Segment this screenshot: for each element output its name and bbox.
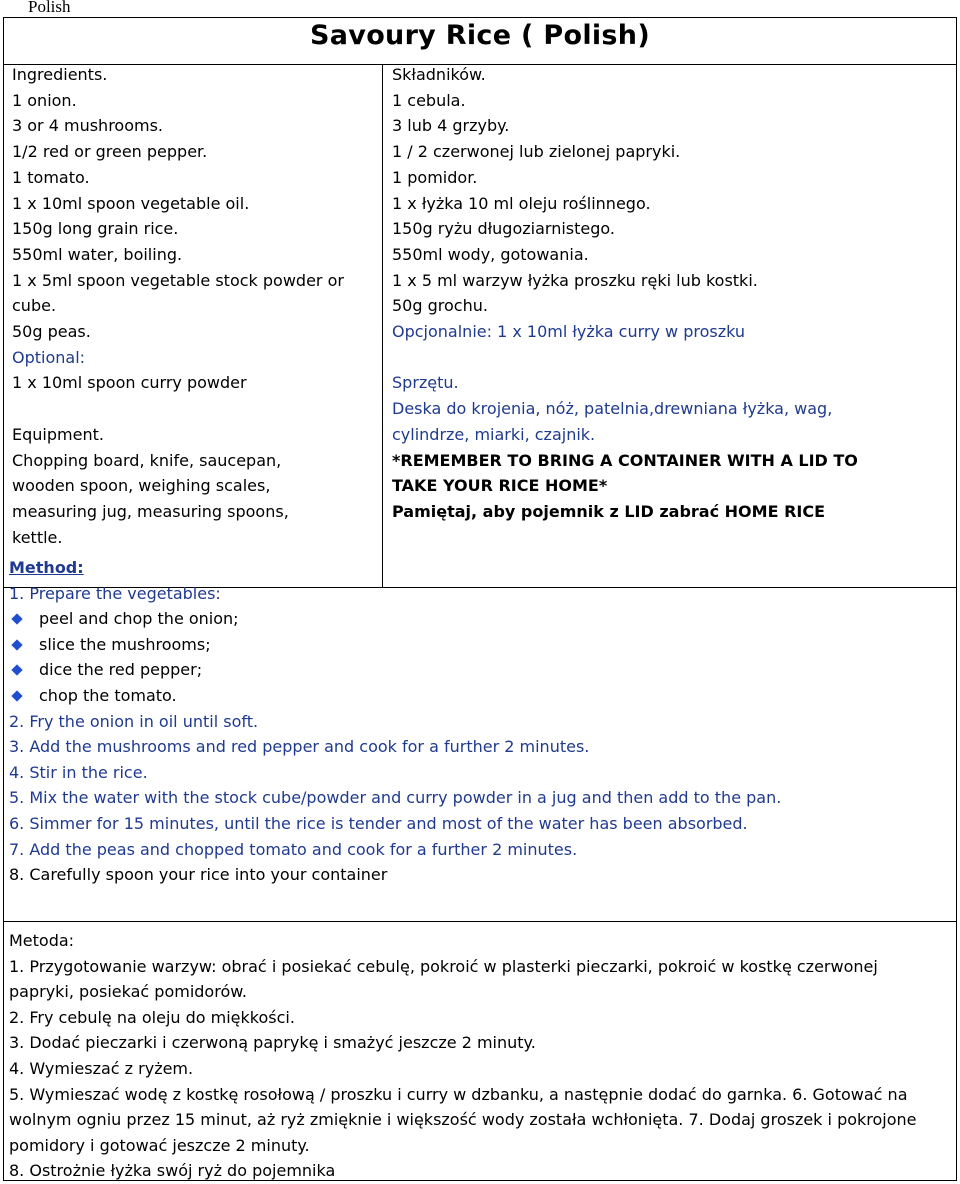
ingredient-item-pl: 1 cebula. bbox=[392, 90, 466, 110]
ingredients-pl bbox=[392, 62, 858, 525]
ingredient-item-pl: 150g ryżu długoziarnistego. bbox=[392, 219, 615, 239]
method-divider bbox=[4, 921, 956, 922]
reminder-line: *REMEMBER TO BRING A CONTAINER WITH A LID TO bbox=[392, 450, 858, 470]
method-step: 8. Carefully spoon your rice into your container bbox=[9, 865, 388, 885]
equipment-heading-pl: Sprzętu. bbox=[392, 373, 459, 393]
ingredient-item-pl: 1 / 2 czerwonej lub zielonej papryki. bbox=[392, 142, 681, 162]
ingredient-item-pl: 50g grochu. bbox=[392, 296, 488, 316]
optional-item: 1 x 10ml spoon curry powder bbox=[12, 373, 247, 393]
ingredient-item-pl: 1 x łyżka 10 ml oleju roślinnego. bbox=[392, 193, 651, 213]
reminder-polish: Pamiętaj, aby pojemnik z LID zabrać HOME RICE bbox=[392, 501, 826, 521]
bullet-text: peel and chop the onion; bbox=[39, 609, 239, 629]
optional-label: Optional: bbox=[12, 347, 86, 367]
ingredient-item-pl: 1 x 5 ml warzyw łyżka proszku ręki lub kostki. bbox=[392, 270, 758, 290]
method-bullet bbox=[9, 632, 781, 658]
ingredient-item: 1 x 10ml spoon vegetable oil. bbox=[12, 193, 250, 213]
ingredients-heading: Ingredients. bbox=[12, 65, 108, 84]
reminder-line: TAKE YOUR RICE HOME* bbox=[392, 476, 608, 496]
equipment-line: wooden spoon, weighing scales, bbox=[12, 476, 271, 496]
equipment-line-pl: cylindrze, miarki, czajnik. bbox=[392, 424, 596, 444]
ingredient-item-pl: 1 pomidor. bbox=[392, 167, 478, 187]
method-step: 7. Add the peas and chopped tomato and cook for a further 2 minutes. bbox=[9, 839, 578, 859]
method-step: 1. Prepare the vegetables: bbox=[9, 583, 221, 603]
method-step: 3. Add the mushrooms and red pepper and cook for a further 2 minutes. bbox=[9, 737, 590, 757]
metoda-step: 2. Fry cebulę na oleju do miękkości. bbox=[9, 1007, 295, 1027]
ingredient-item: 1 onion. bbox=[12, 90, 77, 110]
ingredient-item: 1/2 red or green pepper. bbox=[12, 142, 208, 162]
metoda-heading: Metoda: bbox=[9, 931, 75, 950]
equipment-line-pl: Deska do krojenia, nóż, patelnia,drewniana łyżka, wag, bbox=[392, 399, 833, 419]
ingredient-item: 1 tomato. bbox=[12, 167, 90, 187]
diamond-bullet-icon bbox=[11, 639, 22, 650]
method-bullet bbox=[9, 606, 781, 632]
diamond-bullet-icon bbox=[11, 690, 22, 701]
ingredient-item-pl: 550ml wody, gotowania. bbox=[392, 244, 589, 264]
ingredient-item: 50g peas. bbox=[12, 322, 91, 342]
header-tag: Polish bbox=[28, 0, 71, 16]
equipment-line: measuring jug, measuring spoons, bbox=[12, 501, 289, 521]
method-step: 4. Stir in the rice. bbox=[9, 762, 148, 782]
ingredient-item: 3 or 4 mushrooms. bbox=[12, 116, 163, 136]
ingredient-item: 550ml water, boiling. bbox=[12, 244, 183, 264]
ingredient-item: 150g long grain rice. bbox=[12, 219, 179, 239]
method-bullet bbox=[9, 657, 781, 683]
ingredients-heading-pl: Składników. bbox=[392, 65, 486, 84]
bullet-text: slice the mushrooms; bbox=[39, 634, 211, 654]
metoda-step: 8. Ostrożnie łyżka swój ryż do pojemnika bbox=[9, 1161, 336, 1181]
method-heading: Method: bbox=[9, 558, 84, 577]
column-divider bbox=[382, 64, 383, 587]
metoda-step: 1. Przygotowanie warzyw: obrać i posiekać cebulę, pokroić w plasterki pieczarki, pokroić w kostkę czerwonej papryki, posiekać pomidorów. bbox=[9, 956, 878, 1002]
diamond-bullet-icon bbox=[11, 613, 22, 624]
ingredient-item: 1 x 5ml spoon vegetable stock powder or bbox=[12, 270, 344, 290]
metoda-section bbox=[9, 928, 944, 1184]
metoda-step: 3. Dodać pieczarki i czerwoną paprykę i smażyć jeszcze 2 minuty. bbox=[9, 1033, 536, 1053]
metoda-step: 5. Wymieszać wodę z kostkę rosołową / proszku i curry w dzbanku, a następnie dodać do garnka. 6. Gotować na wolnym ogniu przez 15 minut, aż ryż zmięknie i większość wody została wchłonięta. 7. Dodaj groszek i pokrojone pomidory i gotować jeszcze 2 minuty. bbox=[9, 1084, 917, 1155]
method-step: 5. Mix the water with the stock cube/powder and curry powder in a jug and then add to the pan. bbox=[9, 788, 782, 808]
recipe-title: Savoury Rice ( Polish) bbox=[310, 20, 650, 51]
ingredient-item: cube. bbox=[12, 296, 57, 316]
bullet-text: chop the tomato. bbox=[39, 685, 177, 705]
equipment-heading: Equipment. bbox=[12, 424, 104, 444]
equipment-line: kettle. bbox=[12, 527, 63, 547]
method-section bbox=[9, 555, 781, 888]
method-bullet bbox=[9, 683, 781, 709]
method-step: 6. Simmer for 15 minutes, until the rice is tender and most of the water has been absorbed. bbox=[9, 813, 748, 833]
ingredient-item-pl: 3 lub 4 grzyby. bbox=[392, 116, 510, 136]
method-step: 2. Fry the onion in oil until soft. bbox=[9, 711, 259, 731]
ingredients-en bbox=[12, 62, 344, 550]
bullet-text: dice the red pepper; bbox=[39, 660, 203, 680]
ingredient-item-pl: Opcjonalnie: 1 x 10ml łyżka curry w proszku bbox=[392, 322, 746, 342]
diamond-bullet-icon bbox=[11, 665, 22, 676]
equipment-line: Chopping board, knife, saucepan, bbox=[12, 450, 282, 470]
metoda-step: 4. Wymieszać z ryżem. bbox=[9, 1058, 194, 1078]
